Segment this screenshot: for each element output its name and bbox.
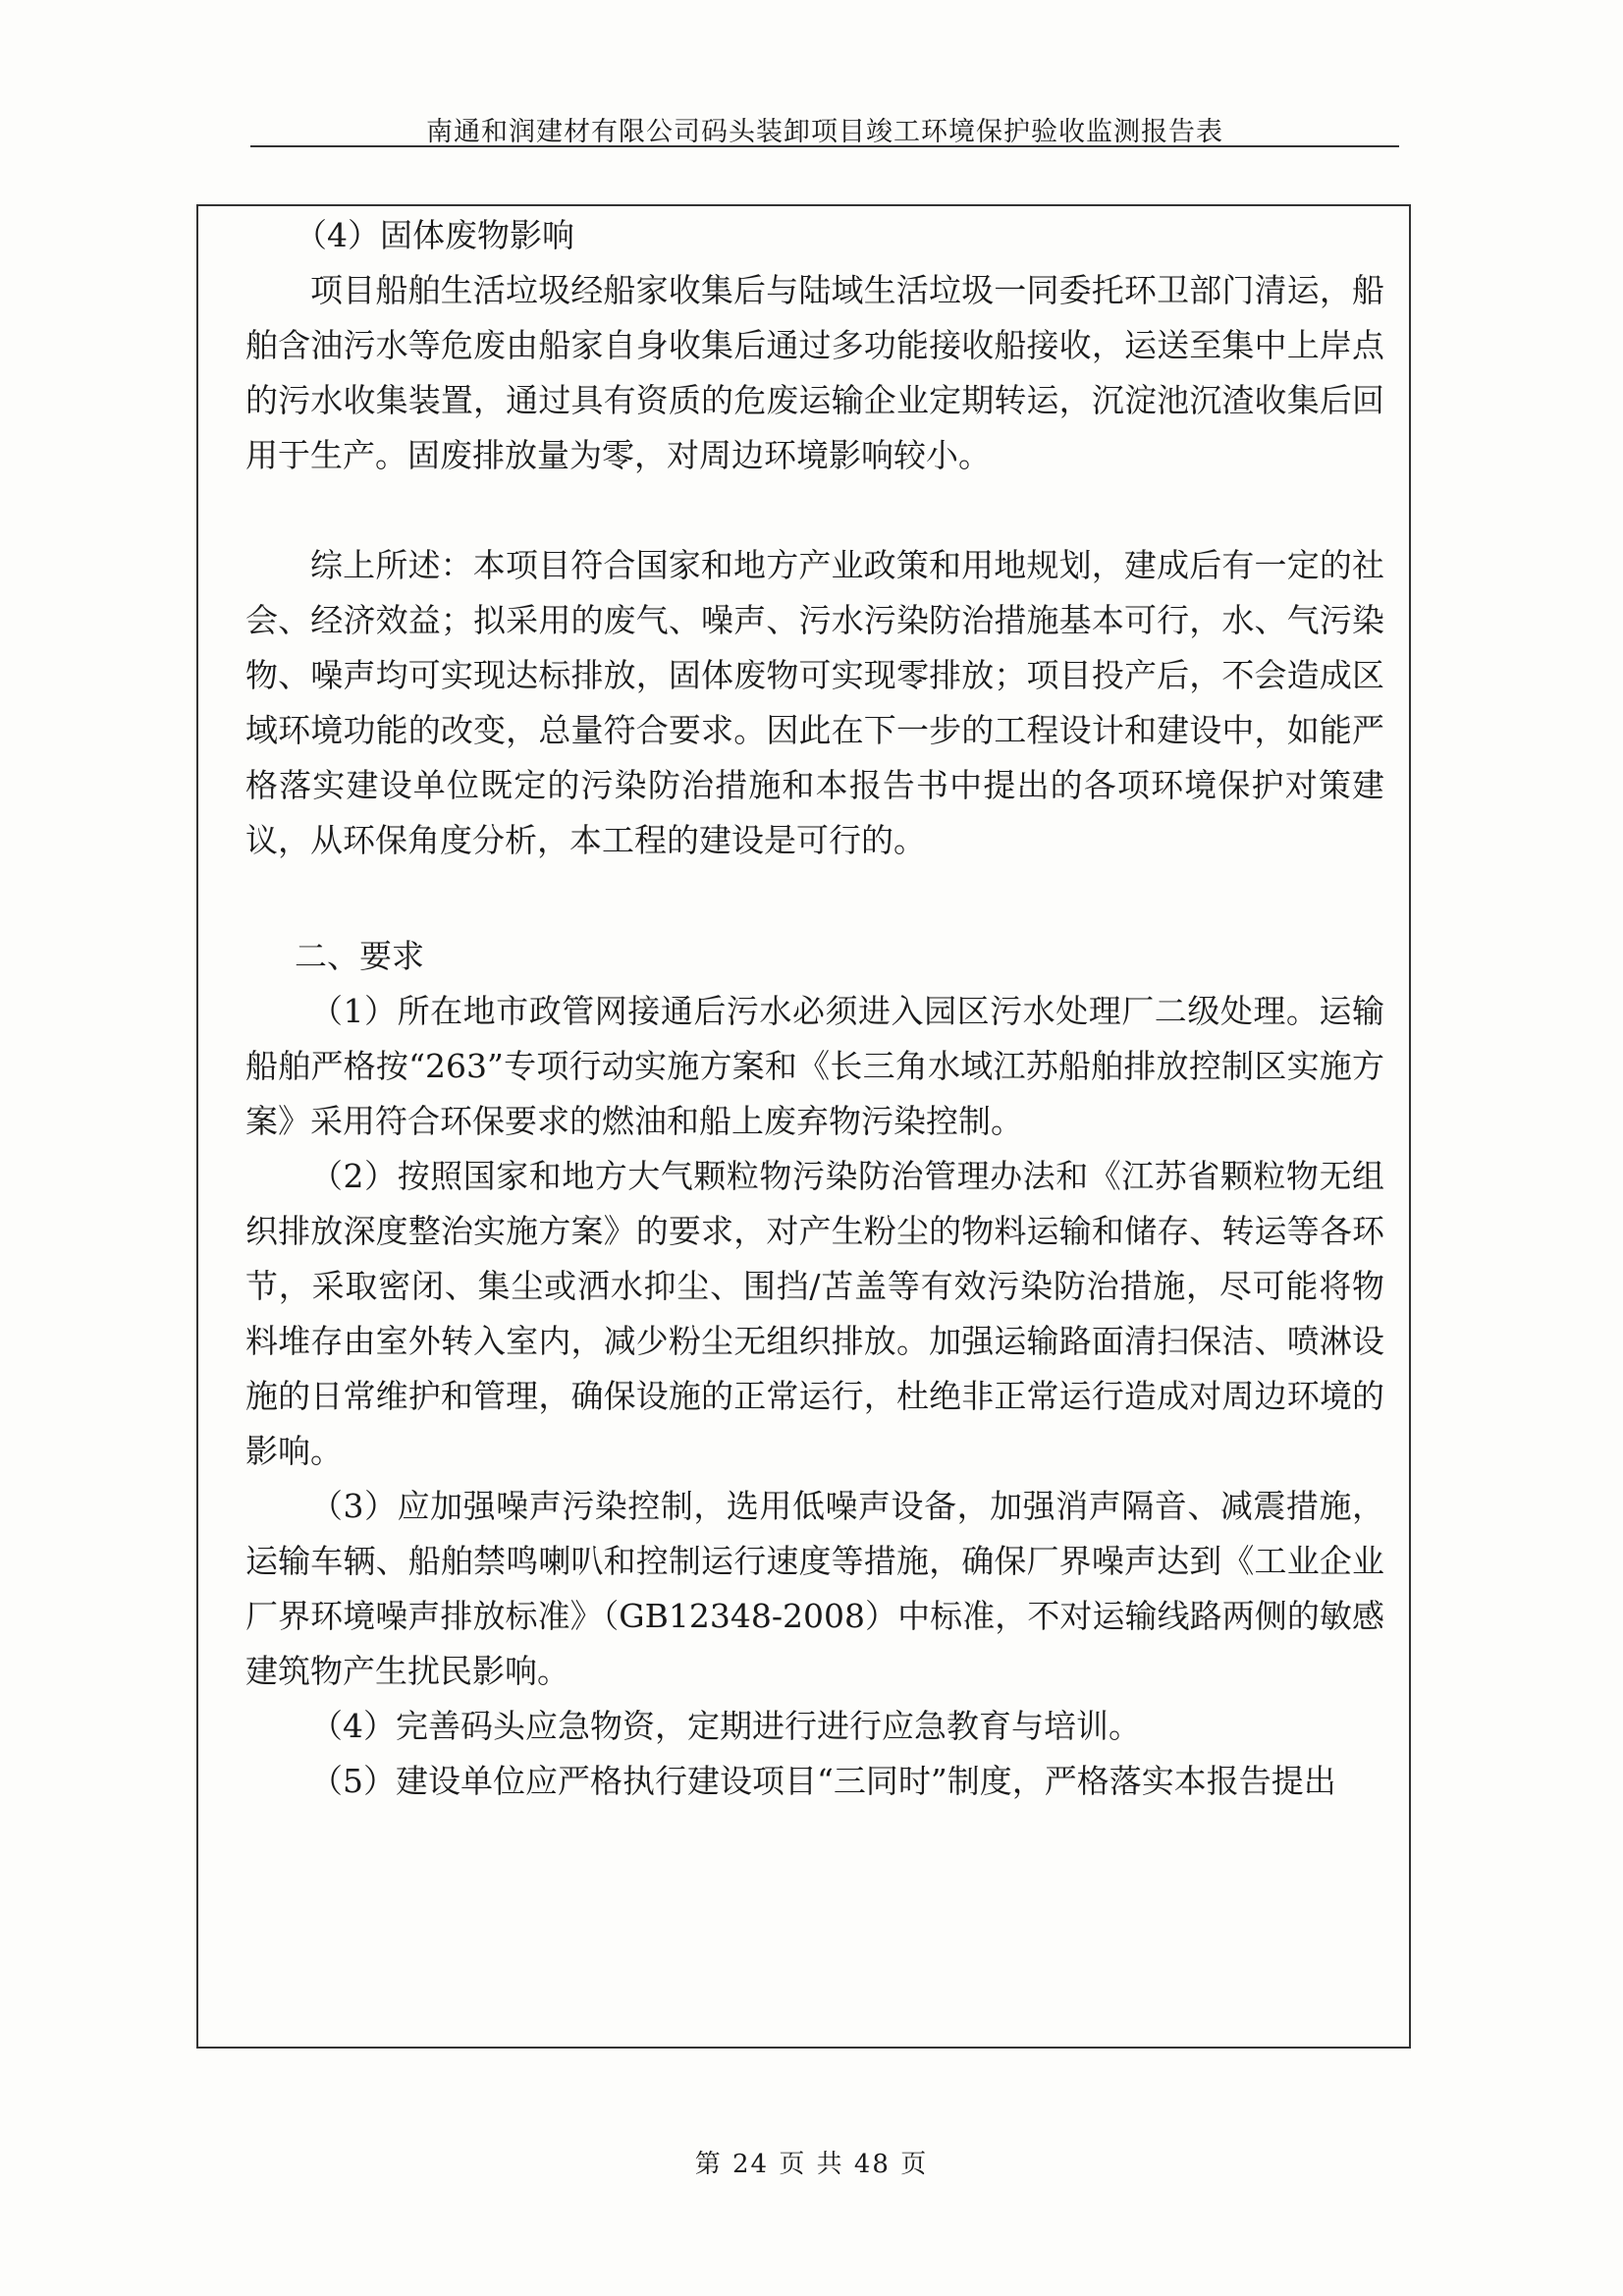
requirement-3: （3）应加强噪声污染控制，选用低噪声设备，加强消声隔音、减震措施，运输车辆、船舶禁鸣喇叭和控制运行速度等措施，确保厂界噪声达到《工业企业厂界环境噪声排放标准》（GB12348-2008）中标准，不对运输线路两侧的敏感建筑物产生扰民影响。 [245,1487,1384,1690]
requirement-5: （5）建设单位应严格执行建设项目“三同时”制度，严格落实本报告提出 [310,1762,1336,1800]
requirement-2: （2）按照国家和地方大气颗粒物污染防治管理办法和《江苏省颗粒物无组织排放深度整治实施方案》的要求，对产生粉尘的物料运输和储存、转运等各环节，采取密闭、集尘或洒水抑尘、围挡/苫盖等有效污染防治措施，尽可能将物料堆存由室外转入室内，减少粉尘无组织排放。加强运输路面清扫保洁、喷淋设施的日常维护和管理，确保设施的正常运行，杜绝非正常运行造成对周边环境的影响。 [245,1157,1384,1470]
requirement-1: （1）所在地市政管网接通后污水必须进入园区污水处理厂二级处理。运输船舶严格按“263”专项行动实施方案和《长三角水域江苏船舶排放控制区实施方案》采用符合环保要求的燃油和船上废弃物污染控制。 [245,992,1384,1140]
header-divider [250,145,1399,147]
requirements-heading: 二、要求 [295,937,424,975]
summary-paragraph: 综上所述：本项目符合国家和地方产业政策和用地规划，建成后有一定的社会、经济效益；拟采用的废气、噪声、污水污染防治措施基本可行，水、气污染物、噪声均可实现达标排放，固体废物可实现零排放；项目投产后，不会造成区域环境功能的改变，总量符合要求。因此在下一步的工程设计和建设中，如能严格落实建设单位既定的污染防治措施和本报告书中提出的各项环境保护对策建议，从环保角度分析，本工程的建设是可行的。 [245,546,1384,859]
solid-waste-heading: （4）固体废物影响 [295,216,574,254]
report-body [245,208,1384,1809]
page-number: 第 24 页 共 48 页 [694,2150,929,2179]
requirement-4: （4）完善码头应急物资，定期进行进行应急教育与培训。 [310,1707,1141,1745]
solid-waste-paragraph: 项目船舶生活垃圾经船家收集后与陆域生活垃圾一同委托环卫部门清运，船舶含油污水等危废由船家自身收集后通过多功能接收船接收，运送至集中上岸点的污水收集装置，通过具有资质的危废运输企业定期转运，沉淀池沉渣收集后回用于生产。固废排放量为零，对周边环境影响较小。 [245,271,1384,474]
report-header-title: 南通和润建材有限公司码头装卸项目竣工环境保护验收监测报告表 [426,117,1223,147]
